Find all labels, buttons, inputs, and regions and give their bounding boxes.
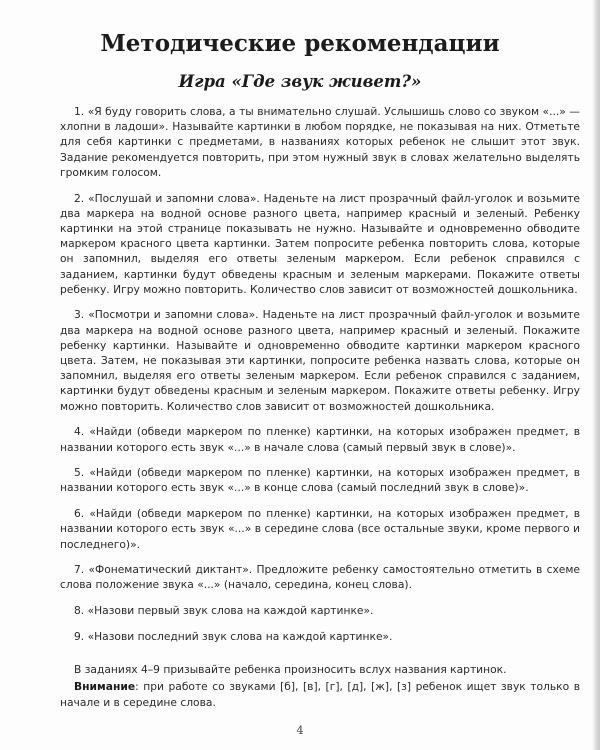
instruction-item-8: 8. «Назови первый звук слова на каждой картинке». [74, 604, 374, 618]
instruction-item-9: 9. «Назови последний звук слова на каждой картинке». [74, 629, 393, 643]
instruction-item-1: 1. «Я буду говорить слова, а ты внимательно слушай. Услышишь слово со звуком «...» — хлопни в ладоши». Называйте картинки в любом порядке, не показывая на них. Отметьте для себя картинки с предметами, в названиях которых ребенок не слышит этот звук. Задание рекомендуется повторить, при этом нужный звук в словах желательно выделять громким голосом. [60, 105, 580, 179]
page-title: Методические рекомендации [100, 30, 500, 57]
game-subtitle: Игра «Где звук живет?» [178, 72, 422, 91]
page-edge-shadow [592, 0, 600, 750]
instruction-item-7: 7. «Фонематический диктант». Предложите ребенку самостоятельно отметить в схеме слова положение звука «...» (начало, середина, конец слова). [60, 563, 580, 592]
instruction-item-6: 6. «Найди (обведи маркером по пленке) картинки, на которых изображен предмет, в названии которого есть звук «...» в середине слова (все остальные звуки, кроме первого и последнего)». [60, 507, 580, 551]
attention-label: Внимание [74, 680, 136, 694]
note-paragraph: В заданиях 4–9 призывайте ребенка произносить вслух названия картинок. [74, 663, 507, 677]
instruction-item-4: 4. «Найди (обведи маркером по пленке) картинки, на которых изображен предмет, в названии которого есть звук «...» в начале слова (самый первый звук в слове)». [60, 425, 580, 454]
instruction-item-5: 5. «Найди (обведи маркером по пленке) картинки, на которых изображен предмет, в названии которого есть звук «...» в конце слова (самый последний звук в слове)». [60, 466, 580, 495]
instructions-body [60, 104, 580, 710]
attention-text: : при работе со звуками [б], [в], [г], [д], [ж], [з] ребенок ищет звук только в начале и в середине слова. [60, 680, 580, 709]
page-number: 4 [296, 724, 304, 737]
attention-paragraph [60, 679, 580, 709]
instruction-item-3: 3. «Посмотри и запомни слова». Наденьте на лист прозрачный файл-уголок и возьмите два маркера на водной основе разного цвета, например красный и зеленый. Покажите ребенку картинки. Называйте и одновременно обводите картинки маркером красного цвета. Затем, не показывая эти картинки, попросите ребенка назвать слова, которые он запомнил, выделяя его ответы зеленым маркером. Если ребенок справился с заданием, картинки будут обведены красным и зеленым маркером. Покажите ответы ребенку. Игру можно повторить. Количество слов зависит от возможностей дошкольника. [60, 308, 580, 413]
instruction-item-2: 2. «Послушай и запомни слова». Наденьте на лист прозрачный файл-уголок и возьмите два маркера на водной основе разного цвета, например красный и зеленый. Ребенку картинки на этой странице показывать не нужно. Называйте и одновременно обводите маркером красного цвета картинки. Затем попросите ребенка повторить слова, которые он запомнил, выделяя его ответы зеленым маркером. Если ребенок справился с заданием, картинки будут обведены красным и зеленым маркерами. Покажите ответы ребенку. Игру можно повторить. Количество слов зависит от возможностей дошкольника. [60, 191, 580, 296]
